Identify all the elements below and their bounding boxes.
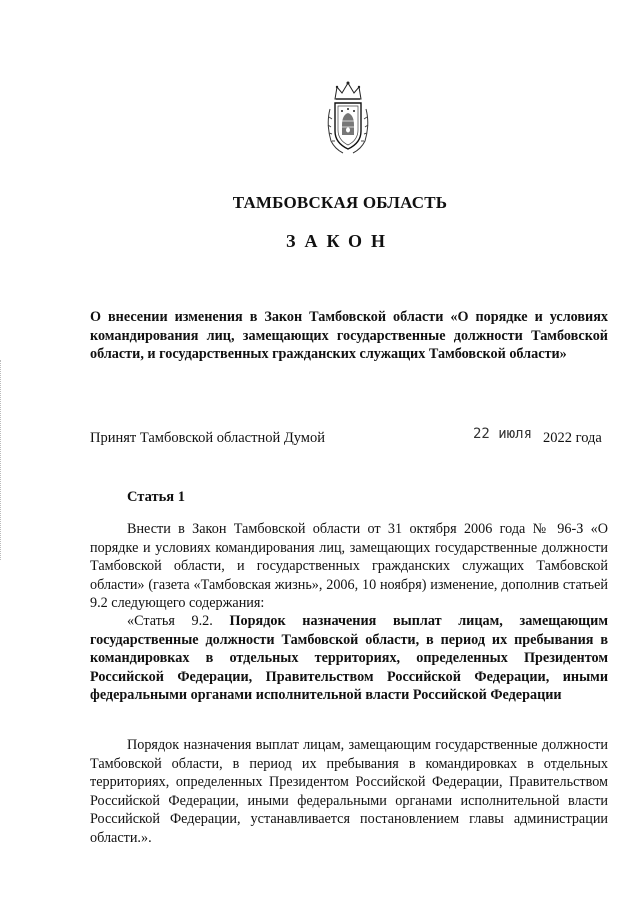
article-paragraph-2 (90, 612, 608, 705)
article-paragraph-1: Внести в Закон Тамбовской области от 31 октября 2006 года № 96-З «О порядке и условиях командирования лиц, замещающих государственные должности Тамбовской области, и государственных гражданских служащих Тамбовской области» (газета «Тамбовская жизнь», 2006, 10 ноября) изменение, дополнив статьей 9.2 следующего содержания: (90, 521, 608, 611)
article-paragraph-3: Порядок назначения выплат лицам, замещающим государственные должности Тамбовской области, в период их пребывания в командировках в отдельных территориях, определенных Президентом Российской Федерации, Правительством Российской Федерации, иными федеральными органами исполнительной власти Российской Федерации, устанавливается постановлением главы администрации области.». (90, 737, 608, 846)
adoption-year: 2022 года (543, 430, 602, 446)
article-9-2-prefix: «Статья 9.2. (127, 613, 230, 629)
coat-of-arms-icon (325, 79, 371, 159)
adoption-date-handwritten: 22 июля (473, 426, 533, 442)
adoption-label: Принят Тамбовской областной Думой (90, 430, 325, 446)
region-name: ТАМБОВСКАЯ ОБЛАСТЬ (232, 193, 448, 212)
article-9-2-heading: Порядок назначения выплат лицам, замещающим государственные должности Тамбовской области, в период их пребывания в командировках в отдельных территориях, определенных Президентом Российской Федерации, Правительством Российской Федерации, иными федеральными органами исполнительной власти Российской Федерации (90, 613, 608, 703)
document-type: ЗАКОН (285, 231, 395, 251)
law-subject: О внесении изменения в Закон Тамбовской области «О порядке и условиях командирования лиц, замещающих государственные должности Тамбовской области, и государственных гражданских служащих Тамбовской области» (90, 309, 608, 362)
article-title: Статья 1 (127, 489, 185, 505)
scan-margin-mark (0, 360, 5, 560)
